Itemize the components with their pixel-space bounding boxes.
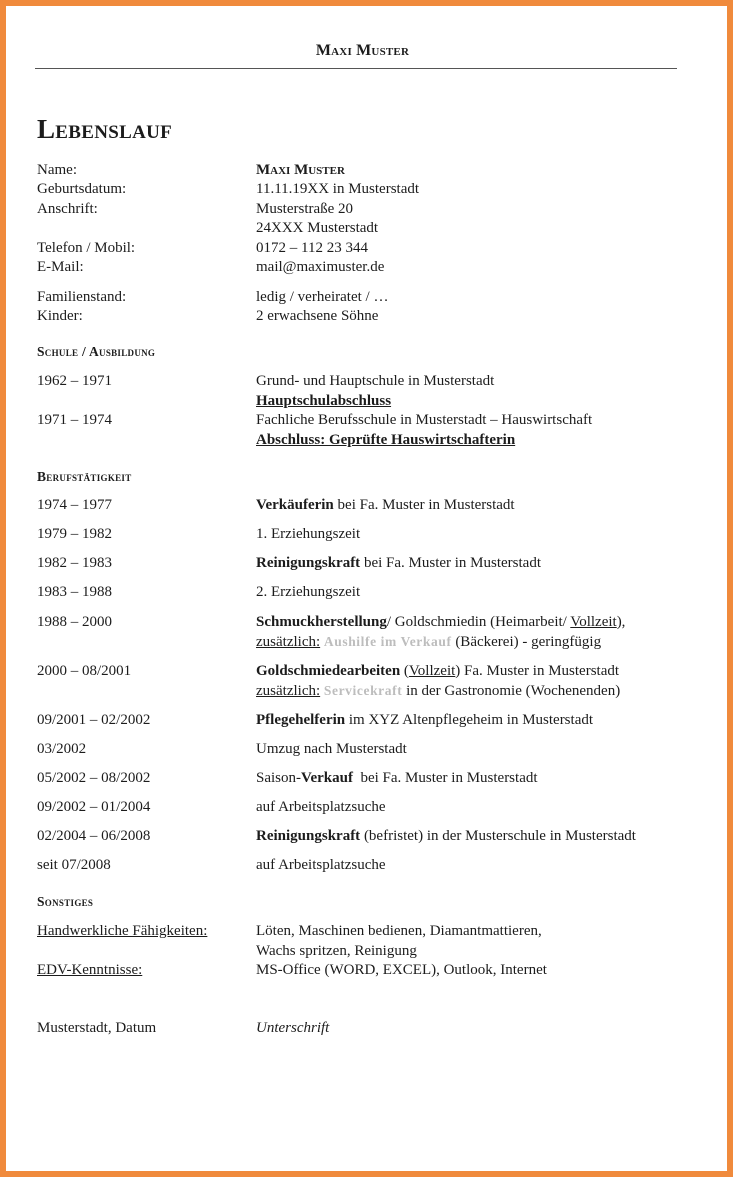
skills-line2: Wachs spritzen, Reinigung <box>256 943 417 959</box>
work-1-role: Verkäuferin <box>256 497 334 513</box>
work-1-detail: bei Fa. Muster in Musterstadt <box>333 497 515 513</box>
work-9-text <box>256 770 538 787</box>
school-1-result: Hauptschulabschluss <box>256 393 392 409</box>
work-6-role: Goldschmiedearbeiten <box>256 663 401 679</box>
family-label: Familienstand: <box>37 289 127 305</box>
school-1-date: 1962 – 1971 <box>37 373 112 389</box>
address-line2: 24XXX Musterstadt <box>256 220 379 236</box>
school-2-text: Fachliche Berufsschule in Musterstadt – Hauswirtschaft <box>256 412 593 428</box>
work-3-text <box>256 555 541 572</box>
it-skills-value: MS-Office (WORD, EXCEL), Outlook, Internet <box>256 962 547 978</box>
work-5-extra-faded: Aushilfe im Verkauf <box>323 634 452 649</box>
work-7-role: Pflegehelferin <box>256 712 346 728</box>
work-10-date: 09/2002 – 01/2004 <box>37 799 151 815</box>
work-6-extra-faded: Servicekraft <box>323 683 403 698</box>
work-6-extra-label: zusätzlich: <box>256 683 321 699</box>
family-value: ledig / verheiratet / … <box>256 289 389 305</box>
skills-line1: Löten, Maschinen bedienen, Diamantmattieren, <box>256 923 542 939</box>
work-5-extra-label: zusätzlich: <box>256 634 321 650</box>
work-3-date: 1982 – 1983 <box>37 555 112 571</box>
name-value: Maxi Muster <box>256 162 345 178</box>
work-8-text: Umzug nach Musterstadt <box>256 741 407 757</box>
work-2-date: 1979 – 1982 <box>37 526 112 542</box>
section-heading-work: Berufstätigkeit <box>37 469 132 484</box>
phone-label: Telefon / Mobil: <box>37 240 136 256</box>
work-12-date: seit 07/2008 <box>37 857 111 873</box>
work-4-date: 1983 – 1988 <box>37 584 112 600</box>
work-10-text: auf Arbeitsplatzsuche <box>256 799 386 815</box>
children-label: Kinder: <box>37 308 83 324</box>
header-name: Maxi Muster <box>315 42 410 59</box>
work-1-text <box>256 497 515 514</box>
work-11-role: Reinigungskraft <box>256 828 361 844</box>
work-6-fulltime: Vollzeit <box>408 663 456 679</box>
work-11-detail: (befristet) in der Musterschule in Musterstadt <box>360 828 636 844</box>
work-11-date: 02/2004 – 06/2008 <box>37 828 151 844</box>
page-title: Lebenslauf <box>37 114 173 144</box>
signature-placeholder: Unterschrift <box>256 1020 330 1036</box>
birth-label: Geburtsdatum: <box>37 181 127 197</box>
work-6-extra-rest: in der Gastronomie (Wochenenden) <box>402 683 621 699</box>
work-5-role: Schmuckherstellung <box>256 614 387 630</box>
name-label: Name: <box>37 162 77 178</box>
work-7-text <box>256 712 593 729</box>
work-5-text <box>256 614 625 631</box>
section-heading-school: Schule / Ausbildung <box>37 344 156 359</box>
work-5-extra <box>256 634 601 651</box>
work-6-date: 2000 – 08/2001 <box>37 663 132 679</box>
header-divider <box>35 68 677 69</box>
cv-page <box>6 6 727 1171</box>
work-6-detail: ) Fa. Muster in Musterstadt <box>455 663 620 679</box>
work-9-detail: bei Fa. Muster in Musterstadt <box>352 770 538 786</box>
email-label: E-Mail: <box>37 259 84 275</box>
work-8-date: 03/2002 <box>37 741 87 757</box>
work-5-fulltime: Vollzeit <box>570 614 617 630</box>
school-1-text: Grund- und Hauptschule in Musterstadt <box>256 373 495 389</box>
address-label: Anschrift: <box>37 201 98 217</box>
work-4-text: 2. Erziehungszeit <box>256 584 361 600</box>
work-12-text: auf Arbeitsplatzsuche <box>256 857 386 873</box>
work-3-detail: bei Fa. Muster in Musterstadt <box>360 555 542 571</box>
work-9-role: Verkauf <box>301 770 353 786</box>
work-6-extra <box>256 683 620 700</box>
work-3-role: Reinigungskraft <box>256 555 361 571</box>
address-line1: Musterstraße 20 <box>256 201 354 217</box>
email-value: mail@maximuster.de <box>256 259 385 275</box>
work-5-date: 1988 – 2000 <box>37 614 112 630</box>
work-6-open: ( <box>400 663 409 679</box>
work-1-date: 1974 – 1977 <box>37 497 112 513</box>
work-5-end: ), <box>616 614 626 630</box>
phone-value: 0172 – 112 23 344 <box>256 240 368 256</box>
work-5-extra-rest: (Bäckerei) - geringfügig <box>451 634 602 650</box>
skills-label: Handwerkliche Fähigkeiten: <box>37 923 208 939</box>
place-date: Musterstadt, Datum <box>37 1020 157 1036</box>
children-value: 2 erwachsene Söhne <box>256 308 379 324</box>
birth-value: 11.11.19XX in Musterstadt <box>256 181 420 197</box>
school-2-date: 1971 – 1974 <box>37 412 112 428</box>
work-7-detail: im XYZ Altenpflegeheim in Musterstadt <box>345 712 594 728</box>
work-9-date: 05/2002 – 08/2002 <box>37 770 151 786</box>
work-2-text: 1. Erziehungszeit <box>256 526 361 542</box>
work-5-detail: / Goldschmiedin (Heimarbeit/ <box>386 614 571 630</box>
section-heading-misc: Sonstiges <box>37 894 94 909</box>
work-9-prefix: Saison- <box>256 770 301 786</box>
it-skills-label: EDV-Kenntnisse: <box>37 962 143 978</box>
work-11-text <box>256 828 636 845</box>
school-2-result: Abschluss: Geprüfte Hauswirtschafterin <box>256 432 516 448</box>
work-7-date: 09/2001 – 02/2002 <box>37 712 151 728</box>
work-6-text <box>256 663 619 680</box>
